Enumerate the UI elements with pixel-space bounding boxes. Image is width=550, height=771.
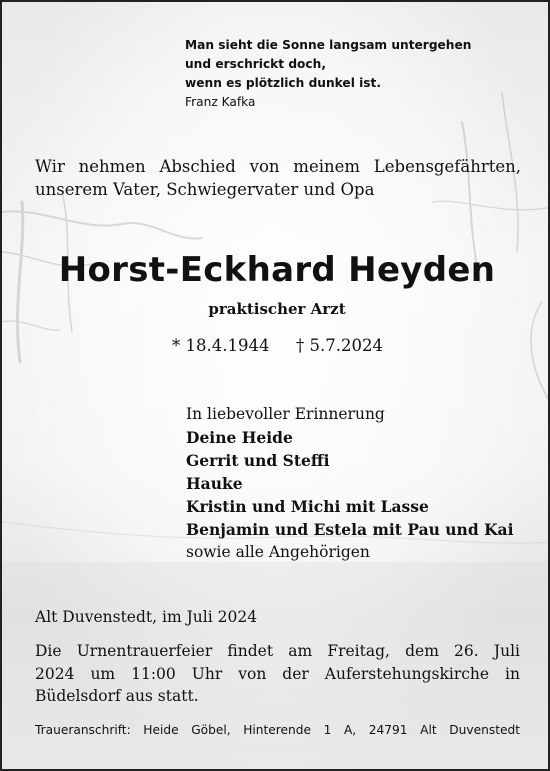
quote-line: Man sieht die Sonne langsam untergehen <box>185 38 472 52</box>
place-and-date: Alt Duvenstedt, im Juli 2024 <box>35 608 258 626</box>
mourner-name: Gerrit und Steffi <box>186 451 330 470</box>
farewell-intro <box>35 155 521 201</box>
mourner-name: Deine Heide <box>186 428 293 447</box>
intro-line: Wir nehmen Abschied von meinem Lebensgefährten, <box>35 157 521 176</box>
service-line: Büdelsdorf aus statt. <box>35 687 199 705</box>
mourners-closing: sowie alle Angehörigen <box>186 543 370 561</box>
deceased-name: Horst-Eckhard Heyden <box>58 250 496 290</box>
quote-line: und erschrickt doch, <box>185 57 326 71</box>
mourner-name: Hauke <box>186 474 243 493</box>
mourners-list <box>186 403 513 564</box>
service-line: 2024 um 11:00 Uhr von der Auferstehungskirche in <box>35 664 520 683</box>
deceased-occupation: praktischer Arzt <box>208 300 346 318</box>
mourner-name: Kristin und Michi mit Lasse <box>186 497 429 516</box>
birth-date: * 18.4.1944 <box>172 336 270 355</box>
service-line: Die Urnentrauerfeier findet am Freitag, dem 26. Juli <box>35 642 520 660</box>
funeral-service-notice <box>35 640 520 708</box>
kafka-quote <box>185 36 471 112</box>
condolence-address: Traueranschrift: Heide Göbel, Hinterende 1 A, 24791 Alt Duvenstedt <box>35 723 520 737</box>
quote-author: Franz Kafka <box>185 95 256 109</box>
quote-line: wenn es plötzlich dunkel ist. <box>185 76 382 90</box>
mourner-name: Benjamin und Estela mit Pau und Kai <box>186 520 514 539</box>
death-date: † 5.7.2024 <box>296 336 383 355</box>
mourners-heading: In liebevoller Erinnerung <box>186 405 385 423</box>
intro-line: unserem Vater, Schwiegervater und Opa <box>35 180 375 199</box>
